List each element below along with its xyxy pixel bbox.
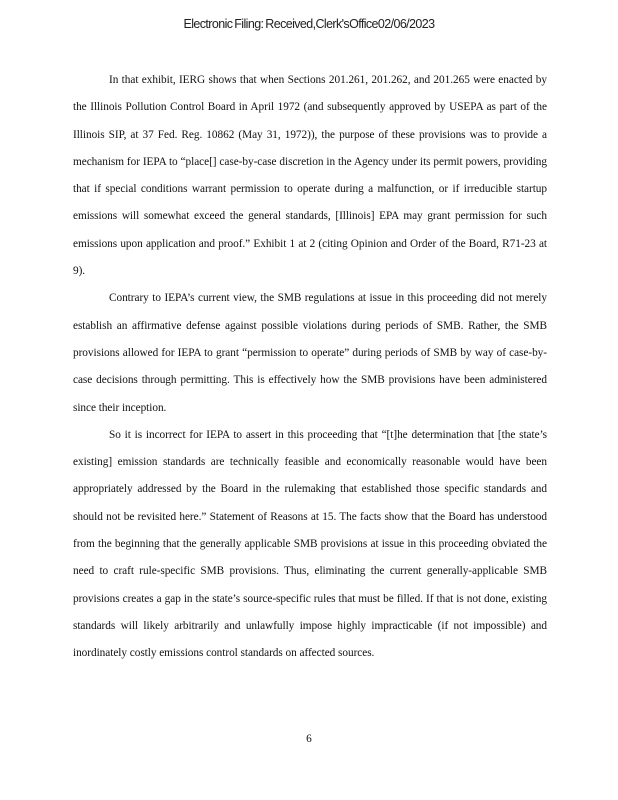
filing-stamp: Electronic Filing: Received,Clerk'sOffice02/06/2023 [183, 17, 435, 31]
paragraph-2: Contrary to IEPA’s current view, the SMB regulations at issue in this proceeding did not merely establish an affirmative defense against possible violations during periods of SMB. Rather, the SMB provisions allowed for IEPA to grant “permission to operate” during periods of SMB by way of case-by-case decisions through permitting. This is effectively how the SMB provisions have been administered since their inception. [73, 292, 547, 414]
paragraph-1: In that exhibit, IERG shows that when Sections 201.261, 201.262, and 201.265 were enacted by the Illinois Pollution Control Board in April 1972 (and subsequently approved by USEPA as part of the Illinois SIP, at 37 Fed. Reg. 10862 (May 31, 1972)), the purpose of these provisions was to provide a mechanism for IEPA to “place[] case-by-case discretion in the Agency under its permit powers, providing that if special conditions warrant permission to operate during a malfunction, or if irreducible startup emissions will somewhat exceed the general standards, [Illinois] EPA may grant permission for such emissions upon application and proof.” Exhibit 1 at 2 (citing Opinion and Order of the Board, R71-23 at 9). [73, 74, 547, 278]
document-body [73, 67, 547, 668]
page-number: 6 [306, 733, 312, 745]
paragraph-3: So it is incorrect for IEPA to assert in this proceeding that “[t]he determination that [the state’s existing] emission standards are technically feasible and economically reasonable would have been appropriately addressed by the Board in the rulemaking that established those specific standards and should not be revisited here.” Statement of Reasons at 15. The facts show that the Board has understood from the beginning that the generally applicable SMB provisions at issue in this proceeding obviated the need to craft rule-specific SMB provisions. Thus, eliminating the current generally-applicable SMB provisions creates a gap in the state’s source-specific rules that must be filled. If that is not done, existing standards will likely arbitrarily and unlawfully impose highly impracticable (if not impossible) and inordinately costly emissions control standards on affected sources. [73, 428, 547, 660]
